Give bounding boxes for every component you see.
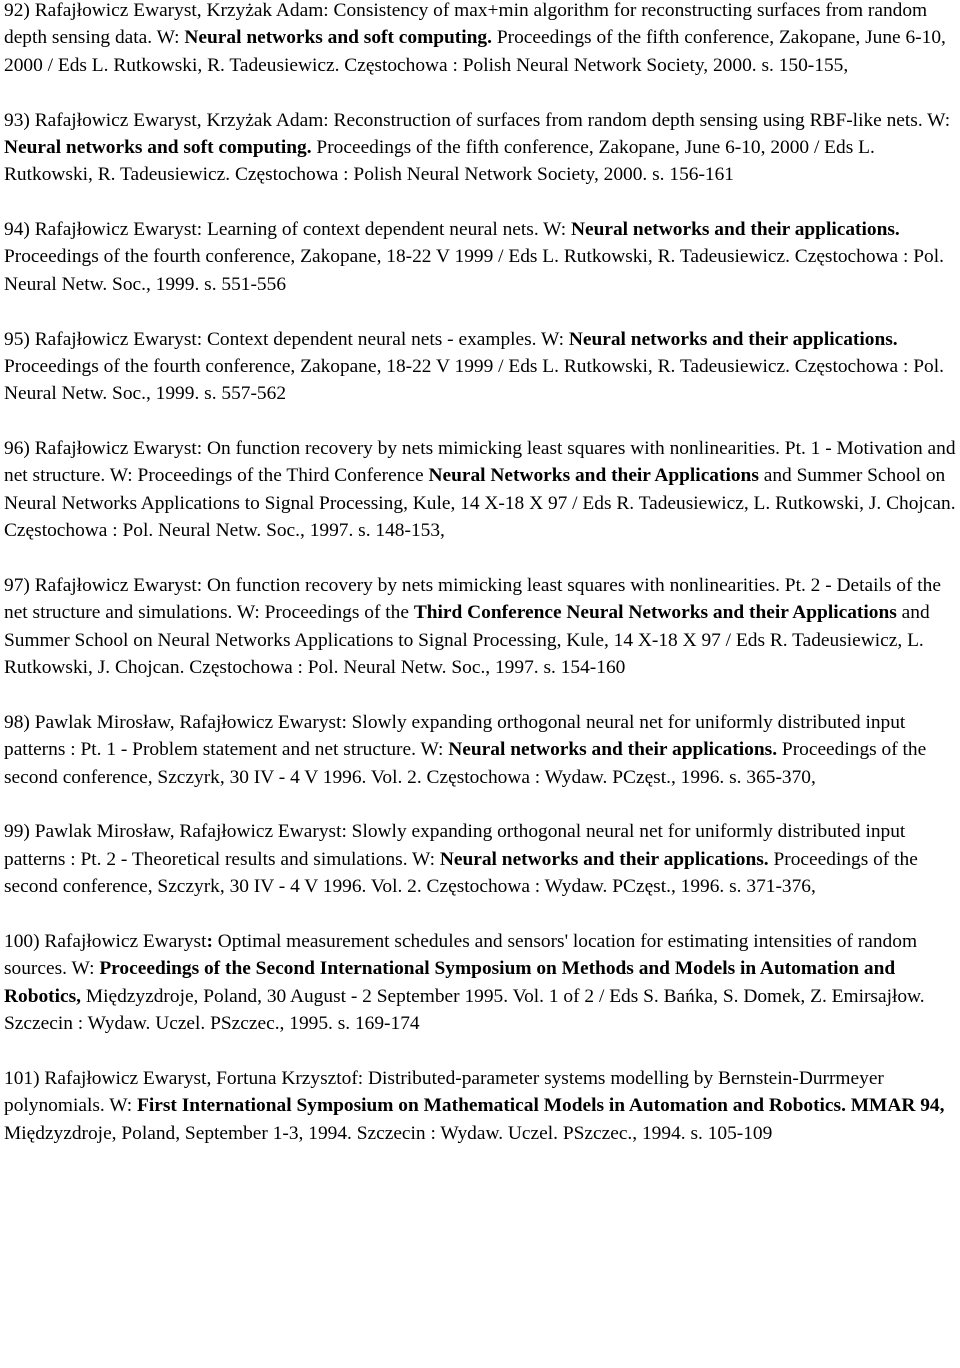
bibliography-entry: [4, 107, 956, 189]
entry-text: Proceedings of the fourth conference, Zakopane, 18-22 V 1999 / Eds L. Rutkowski, R. Tadeusiewicz. Częstochowa : Pol. Neural Netw. Soc., 1999. s. 551-556: [4, 246, 944, 295]
entry-bold-text: Third Conference Neural Networks and their Applications: [413, 602, 897, 624]
entry-text: 92) Rafajłowicz Ewaryst, Krzyżak Adam: Consistency of max+min algorithm for reconstructing surfaces from random depth sensing data. W:: [4, 0, 928, 49]
entry-text: and Summer School on Neural Networks Applications to Signal Processing, Kule, 14 X-18 X 97 / Eds R. Tadeusiewicz, L. Rutkowski, J. Chojcan. Częstochowa : Pol. Neural Netw. Soc., 1997. s. 148-153,: [4, 465, 956, 542]
bibliography-entry: [4, 1065, 956, 1147]
entry-text: Proceedings of the fourth conference, Zakopane, 18-22 V 1999 / Eds L. Rutkowski, R. Tadeusiewicz. Częstochowa : Pol. Neural Netw. Soc., 1999. s. 557-562: [4, 355, 944, 405]
entry-bold-text: Neural networks and soft computing.: [4, 136, 312, 158]
entry-text: 99) Pawlak Mirosław, Rafajłowicz Ewaryst: Slowly expanding orthogonal neural net for uniformly distributed input patterns : Pt. 2 - Theoretical results and simulations. W:: [4, 821, 906, 870]
bibliography-list: [4, 0, 956, 1174]
entry-text: Międzyzdroje, Poland, 30 August - 2 September 1995. Vol. 1 of 2 / Eds S. Bańka, S. Domek, Z. Emirsajłow. Szczecin : Wydaw. Uczel. PSzczec., 1995. s. 169-174: [4, 985, 925, 1035]
entry-bold-text: Neural networks and their applications.: [568, 328, 898, 350]
entry-bold-text: Neural networks and their applications.: [439, 848, 769, 870]
entry-bold-text: Neural networks and their applications.: [448, 739, 778, 761]
entry-bold-text: Neural Networks and their Applications: [428, 465, 759, 487]
bibliography-entry: [4, 216, 956, 298]
entry-text: Proceedings of the second conference, Szczyrk, 30 IV - 4 V 1996. Vol. 2. Częstochowa : Wydaw. PCzęst., 1996. s. 365-370,: [4, 739, 927, 788]
entry-text: 95) Rafajłowicz Ewaryst: Context dependent neural nets - examples. W:: [4, 328, 569, 350]
bibliography-entry: [4, 709, 956, 791]
entry-bold-text: First International Symposium on Mathematical Models in Automation and Robotics. MMAR 94,: [137, 1095, 945, 1117]
bibliography-entry: [4, 572, 956, 682]
entry-bold-text: Neural networks and soft computing.: [184, 27, 492, 49]
entry-text: 100) Rafajłowicz Ewaryst: [4, 930, 207, 952]
entry-text: 98) Pawlak Mirosław, Rafajłowicz Ewaryst: Slowly expanding orthogonal neural net for uniformly distributed input patterns : Pt. 1 - Problem statement and net structure. W:: [4, 711, 906, 761]
entry-text: Międzyzdroje, Poland, September 1-3, 1994. Szczecin : Wydaw. Uczel. PSzczec., 1994. s. 105-109: [4, 1122, 773, 1144]
entry-text: 93) Rafajłowicz Ewaryst, Krzyżak Adam: Reconstruction of surfaces from random depth sensing using RBF-like nets. W:: [4, 109, 951, 131]
entry-bold-text: Neural networks and their applications.: [570, 219, 900, 241]
bibliography-entry: [4, 0, 956, 79]
entry-bold-text: Proceedings of the Second International Symposium on Methods and Models in Automation and Robotics,: [4, 958, 896, 1007]
entry-text: 94) Rafajłowicz Ewaryst: Learning of context dependent neural nets. W:: [4, 219, 571, 241]
entry-text: Proceedings of the second conference, Szczyrk, 30 IV - 4 V 1996. Vol. 2. Częstochowa : Wydaw. PCzęst., 1996. s. 371-376,: [4, 848, 918, 898]
entry-text: 101) Rafajłowicz Ewaryst, Fortuna Krzysztof: Distributed-parameter systems modelling by Bernstein-Durrmeyer polynomials. W:: [4, 1067, 884, 1117]
bibliography-entry: [4, 435, 956, 545]
entry-bold-text: :: [206, 930, 213, 952]
entry-text: Optimal measurement schedules and sensors' location for estimating intensities of random sources. W:: [4, 930, 918, 980]
entry-text: 97) Rafajłowicz Ewaryst: On function recovery by nets mimicking least squares with nonlinearities. Pt. 2 - Details of the net structure and simulations. W: Proceedings of the: [4, 574, 941, 624]
entry-text: and Summer School on Neural Networks Applications to Signal Processing, Kule, 14 X-18 X 97 / Eds R. Tadeusiewicz, L. Rutkowski, J. Chojcan. Częstochowa : Pol. Neural Netw. Soc., 1997. s. 154-160: [4, 602, 930, 679]
bibliography-entry: [4, 326, 956, 408]
bibliography-entry: [4, 818, 956, 900]
bibliography-entry: [4, 928, 956, 1038]
entry-text: 96) Rafajłowicz Ewaryst: On function recovery by nets mimicking least squares with nonlinearities. Pt. 1 - Motivation and net structure. W: Proceedings of the Third Conference: [4, 438, 956, 487]
entry-text: Proceedings of the fifth conference, Zakopane, June 6-10, 2000 / Eds L. Rutkowski, R. Tadeusiewicz. Częstochowa : Polish Neural Network Society, 2000. s. 156-161: [4, 136, 875, 186]
entry-text: Proceedings of the fifth conference, Zakopane, June 6-10, 2000 / Eds L. Rutkowski, R. Tadeusiewicz. Częstochowa : Polish Neural Network Society, 2000. s. 150-155,: [4, 27, 946, 76]
